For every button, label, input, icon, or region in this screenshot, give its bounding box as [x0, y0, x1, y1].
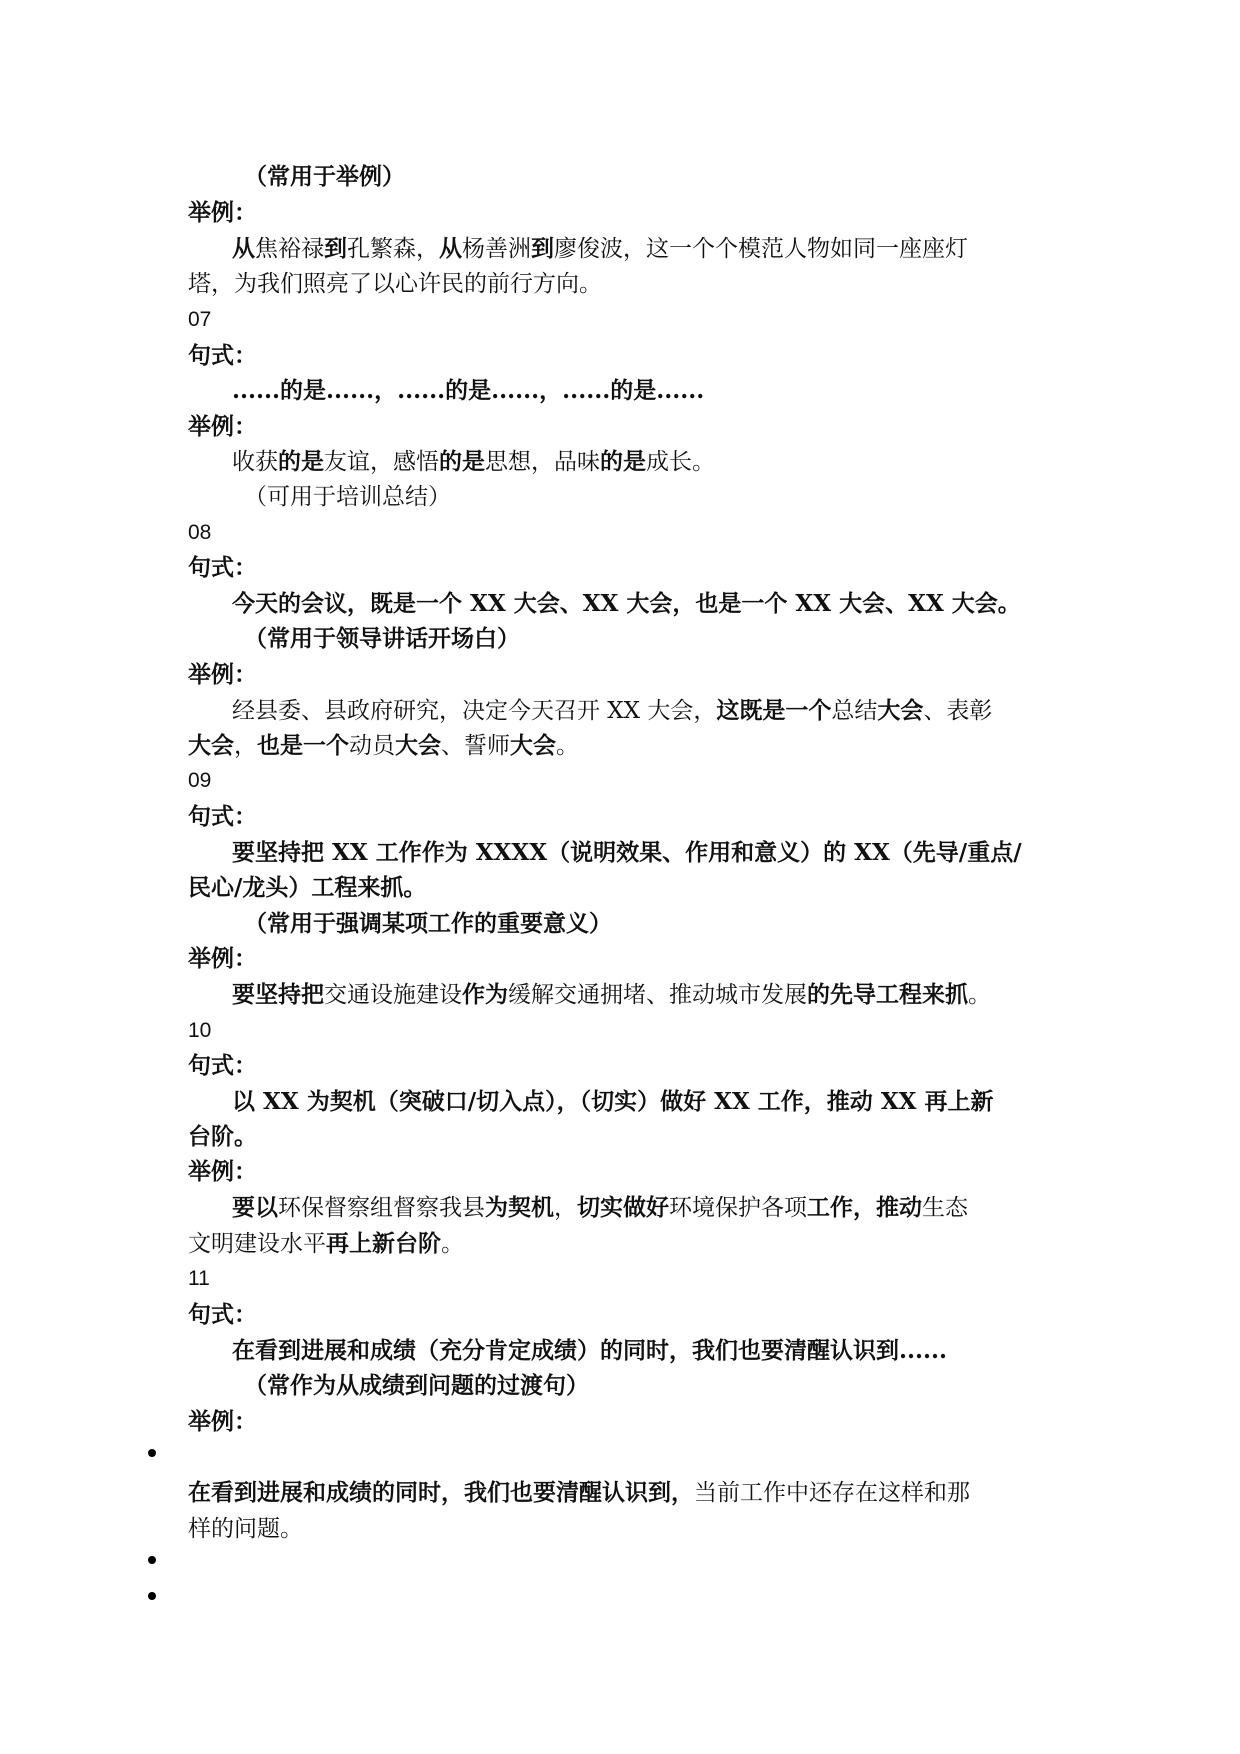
example-label — [188, 660, 257, 690]
text-run: 举例： — [188, 1158, 257, 1185]
pattern-text — [232, 1336, 947, 1366]
example-label — [188, 1157, 257, 1187]
text-run: 焦裕禄 — [255, 236, 324, 262]
text-run: 总结 — [831, 698, 878, 724]
text-run: 要坚持把 XX 工作作为 XXXX（说明效果、作用和意义）的 XX（先导/重点/ — [232, 839, 1022, 866]
example-text — [188, 1514, 303, 1544]
usage-note — [244, 482, 451, 512]
text-run: 。 — [441, 1231, 464, 1257]
text-run: 今天的会议，既是一个 XX 大会、XX 大会，也是一个 XX 大会、XX 大会。 — [232, 590, 1021, 617]
text-run: 举例： — [188, 1408, 257, 1435]
example-text — [188, 1478, 970, 1508]
text-run: 样的问题。 — [188, 1516, 303, 1542]
text-run: 的是 — [439, 448, 485, 475]
text-run: 09 — [188, 769, 212, 792]
text-run: 08 — [188, 521, 212, 544]
text-run: 07 — [188, 308, 212, 331]
text-run: 要以 — [232, 1194, 278, 1221]
example-label — [188, 198, 257, 228]
text-run: 到 — [324, 235, 347, 262]
text-run: 要坚持把 — [232, 981, 324, 1008]
text-run: （常用于领导讲话开场白） — [244, 625, 520, 652]
text-run: 思想，品味 — [485, 449, 600, 475]
text-run: ， — [554, 1195, 577, 1221]
bullet-icon — [148, 1556, 156, 1564]
text-run: 的是 — [600, 448, 646, 475]
text-run: 举例： — [188, 413, 257, 440]
pattern-text — [232, 1087, 994, 1117]
text-run: 交通设施建设 — [324, 982, 462, 1008]
pattern-text — [232, 838, 1022, 868]
text-run: 收获 — [232, 449, 278, 475]
example-label — [188, 1407, 257, 1437]
example-label — [188, 412, 257, 442]
text-run: 在看到进展和成绩（充分肯定成绩）的同时，我们也要清醒认识到...... — [232, 1337, 948, 1364]
text-run: 当前工作中还存在这样和那 — [694, 1480, 970, 1506]
section-number — [188, 305, 211, 335]
text-run: 举例： — [188, 661, 257, 688]
pattern-label — [188, 1300, 257, 1330]
text-run: 廖俊波，这一个个模范人物如同一座座灯 — [554, 236, 968, 262]
text-run: 孔繁森， — [347, 236, 439, 262]
section-number — [188, 1016, 211, 1046]
text-run: 句式： — [188, 342, 257, 369]
usage-note — [244, 909, 612, 939]
pattern-text — [232, 589, 1021, 619]
usage-note — [244, 1371, 589, 1401]
text-run: 、誓师 — [441, 733, 510, 759]
pattern-label — [188, 341, 257, 371]
text-run: 杨善洲 — [462, 236, 531, 262]
pattern-text — [188, 1122, 257, 1152]
usage-note — [244, 162, 405, 192]
text-run: （常作为从成绩到问题的过渡句） — [244, 1372, 589, 1399]
text-run: 经县委、县政府研究，决定今天召开 XX 大会， — [232, 698, 717, 724]
text-run: 环境保护各项 — [669, 1195, 807, 1221]
example-text — [188, 269, 602, 299]
text-run: 这既是一个 — [716, 697, 832, 724]
pattern-label — [188, 1051, 257, 1081]
pattern-text — [232, 376, 704, 406]
text-run: 也是一个 — [257, 732, 349, 759]
pattern-text — [188, 873, 426, 903]
text-run: 到 — [531, 235, 554, 262]
text-run: 的先导工程来抓 — [807, 981, 968, 1008]
example-text — [232, 447, 715, 477]
example-label — [188, 944, 257, 974]
pattern-label — [188, 802, 257, 832]
text-run: 文明建设水平 — [188, 1231, 326, 1257]
text-run: 句式： — [188, 1052, 257, 1079]
text-run: 作为 — [462, 981, 508, 1008]
example-text — [232, 1193, 968, 1223]
text-run: 工作，推动 — [807, 1194, 922, 1221]
text-run: 以 XX 为契机（突破口/切入点），（切实）做好 XX 工作，推动 XX 再上新 — [232, 1088, 994, 1115]
example-text — [232, 234, 968, 264]
text-run: 再上新台阶 — [326, 1230, 441, 1257]
text-run: 。 — [968, 982, 991, 1008]
text-run: 生态 — [922, 1195, 968, 1221]
usage-note — [244, 624, 520, 654]
pattern-label — [188, 553, 257, 583]
text-run: 大会 — [877, 697, 924, 724]
example-text — [232, 696, 992, 726]
text-run: 成长。 — [646, 449, 715, 475]
text-run: （常用于强调某项工作的重要意义） — [244, 910, 612, 937]
text-run: 从 — [439, 235, 462, 262]
text-run: 塔，为我们照亮了以心许民的前行方向。 — [188, 271, 602, 297]
text-run: 在看到进展和成绩的同时，我们也要清醒认识到， — [188, 1479, 694, 1506]
text-run: 大会 — [395, 732, 441, 759]
text-run: （常用于举例） — [244, 163, 405, 190]
text-run: 句式： — [188, 1301, 257, 1328]
text-run: 大会 — [188, 732, 234, 759]
text-run: 台阶。 — [188, 1123, 257, 1150]
text-run: 友谊，感悟 — [324, 449, 439, 475]
text-run: ， — [234, 733, 257, 759]
example-text — [188, 1229, 464, 1259]
text-run: 大会 — [510, 732, 556, 759]
text-run: 句式： — [188, 554, 257, 581]
text-run: 缓解交通拥堵、推动城市发展 — [508, 982, 807, 1008]
text-run: 举例： — [188, 199, 257, 226]
text-run: 环保督察组督察我县 — [278, 1195, 485, 1221]
section-number — [188, 518, 211, 548]
text-run: 动员 — [349, 733, 395, 759]
text-run: 10 — [188, 1019, 212, 1042]
text-run: 举例： — [188, 945, 257, 972]
text-run: 民心/龙头）工程来抓。 — [188, 874, 427, 901]
section-number — [188, 1264, 210, 1294]
bullet-icon — [148, 1592, 156, 1600]
example-text — [232, 980, 991, 1010]
text-run: ......的是......，......的是......，......的是...... — [232, 377, 705, 404]
example-text — [188, 731, 579, 761]
text-run: 从 — [232, 235, 255, 262]
bullet-icon — [148, 1449, 156, 1457]
text-run: 切实做好 — [577, 1194, 669, 1221]
text-run: 11 — [188, 1267, 210, 1290]
text-run: 。 — [556, 733, 579, 759]
text-run: 句式： — [188, 803, 257, 830]
text-run: 为契机 — [485, 1194, 554, 1221]
text-run: 的是 — [278, 448, 324, 475]
text-run: （可用于培训总结） — [244, 484, 451, 510]
text-run: 、表彰 — [923, 698, 993, 724]
section-number — [188, 766, 211, 796]
